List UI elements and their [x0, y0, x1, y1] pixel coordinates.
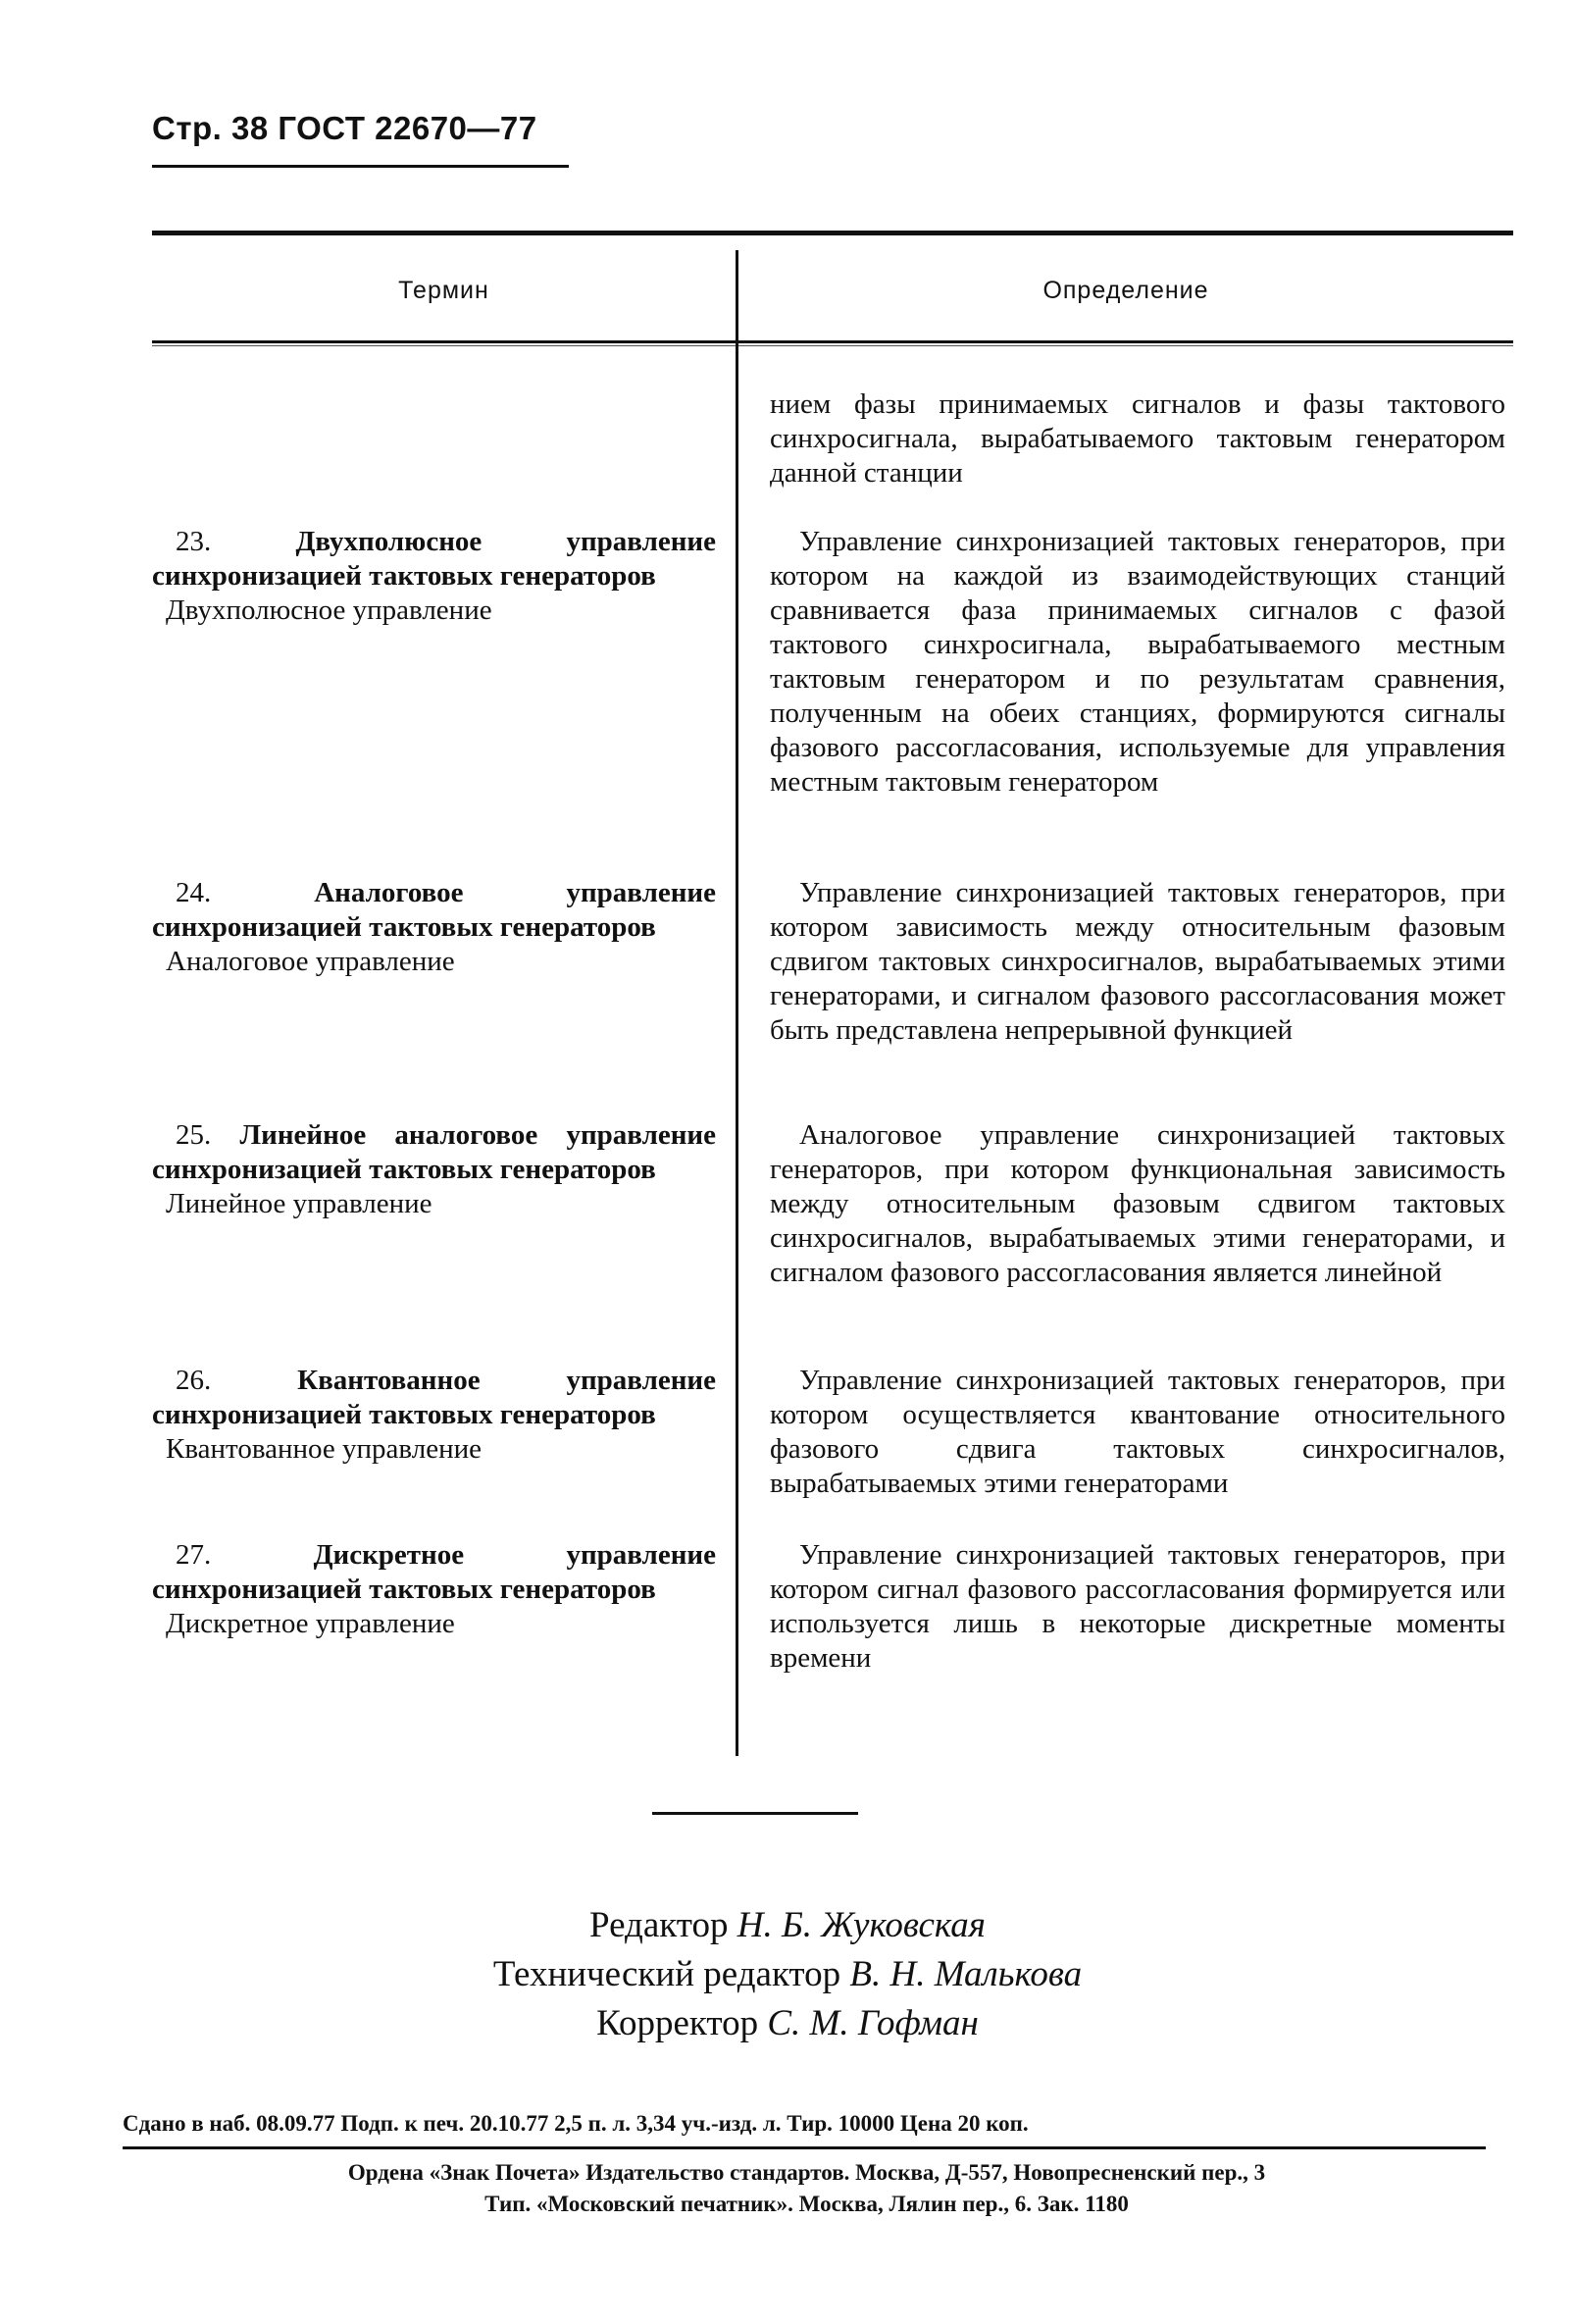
credit-name: В. Н. Малькова [849, 1954, 1083, 1994]
section-separator [652, 1812, 858, 1815]
definition-text: Аналоговое управление синхронизацией тактовых генераторов, при котором функциональная зависимость между относительным фазовым сдвигом тактовых синхросигналов, вырабатываемых этими генераторами, и сигналом фазового рассогласования является линейной [770, 1119, 1505, 1288]
term-row-23 [152, 525, 716, 628]
term-title [152, 1364, 716, 1432]
header-rule [152, 165, 569, 168]
table-header-rule-secondary [152, 345, 1513, 346]
table-column-divider [736, 250, 738, 1756]
definition-row-27 [770, 1538, 1505, 1676]
term-number: 26. [176, 1365, 212, 1396]
definition-text: Управление синхронизацией тактовых генераторов, при котором зависимость между относительным фазовым сдвигом тактовых синхросигналов, вырабатываемых этими генераторами, и сигналом фазового рассогласования может быть представлена непрерывной функцией [770, 877, 1505, 1046]
term-short-form: Дискретное управление [166, 1608, 455, 1639]
term-text: Дискретное управление синхронизацией тактовых генераторов [152, 1539, 716, 1605]
term-title [152, 1538, 716, 1607]
credit-label: Технический редактор [492, 1954, 841, 1994]
term-number: 24. [176, 877, 212, 908]
definition-row-24 [770, 876, 1505, 1048]
term-number: 25. [176, 1119, 212, 1151]
definition-row-26 [770, 1364, 1505, 1501]
definition-row-23 [770, 525, 1505, 800]
term-title [152, 876, 716, 945]
term-short-form: Двухполюсное управление [166, 594, 492, 626]
table-top-rule [152, 231, 1513, 235]
term-row-27 [152, 1538, 716, 1641]
term-text: Аналоговое управление синхронизацией тактовых генераторов [152, 877, 716, 943]
column-header-term: Термин [398, 277, 489, 304]
term-text: Линейное аналоговое управление синхронизацией тактовых генераторов [152, 1119, 717, 1185]
term-number: 27. [176, 1539, 212, 1571]
term-title [152, 1118, 716, 1187]
credit-corrector [0, 1999, 1575, 2048]
definition-text: Управление синхронизацией тактовых генераторов, при котором на каждой из взаимодействующих станций сравнивается фаза принимаемых сигналов с фазой тактового синхросигнала, вырабатываемого местным тактовым генератором и по результатам сравнения, полученным на обеих станциях, формируются сигналы фазового рассогласования, используемые для управления местным тактовым генератором [770, 526, 1505, 798]
term-row-26 [152, 1364, 716, 1467]
definition-text: Управление синхронизацией тактовых генераторов, при котором осуществляется квантование относительного фазового сдвига тактовых синхросигналов, вырабатываемых этими генераторами [770, 1365, 1505, 1499]
credit-label: Корректор [596, 2003, 759, 2043]
definition-row-25 [770, 1118, 1505, 1290]
credit-label: Редактор [589, 1905, 729, 1945]
credit-editor [0, 1901, 1575, 1950]
imprint-rule [123, 2146, 1486, 2149]
column-header-definition: Определение [1042, 277, 1209, 304]
imprint-line-1: Сдано в наб. 08.09.77 Подп. к печ. 20.10.77 2,5 п. л. 3,34 уч.-изд. л. Тир. 10000 Цена 20 коп. [123, 2111, 1029, 2136]
table-header-rule [152, 340, 1513, 343]
term-number: 23. [176, 526, 212, 557]
term-short-form: Квантованное управление [166, 1433, 482, 1465]
credit-name: С. М. Гофман [767, 2003, 979, 2043]
term-text: Двухполюсное управление синхронизацией тактовых генераторов [152, 526, 716, 592]
imprint-line-2: Ордена «Знак Почета» Издательство стандартов. Москва, Д-557, Новопресненский пер., 3 [347, 2160, 1266, 2185]
definition-continuation: нием фазы принимаемых сигналов и фазы тактового синхросигнала, вырабатываемого тактовым генератором данной станции [770, 388, 1505, 489]
term-short-form: Аналоговое управление [166, 946, 455, 977]
definition-text: Управление синхронизацией тактовых генераторов, при котором сигнал фазового рассогласования формируется или используется лишь в некоторые дискретные моменты времени [770, 1539, 1505, 1674]
term-row-25 [152, 1118, 716, 1221]
term-short-form: Линейное управление [166, 1188, 432, 1219]
imprint-line-3: Тип. «Московский печатник». Москва, Лялин пер., 6. Зак. 1180 [484, 2192, 1129, 2216]
page-header-title: Стр. 38 ГОСТ 22670—77 [152, 110, 537, 146]
credit-tech-editor [0, 1950, 1575, 1999]
term-text: Квантованное управление синхронизацией тактовых генераторов [152, 1365, 716, 1430]
term-row-24 [152, 876, 716, 979]
term-title [152, 525, 716, 594]
credit-name: Н. Б. Жуковская [737, 1905, 986, 1945]
